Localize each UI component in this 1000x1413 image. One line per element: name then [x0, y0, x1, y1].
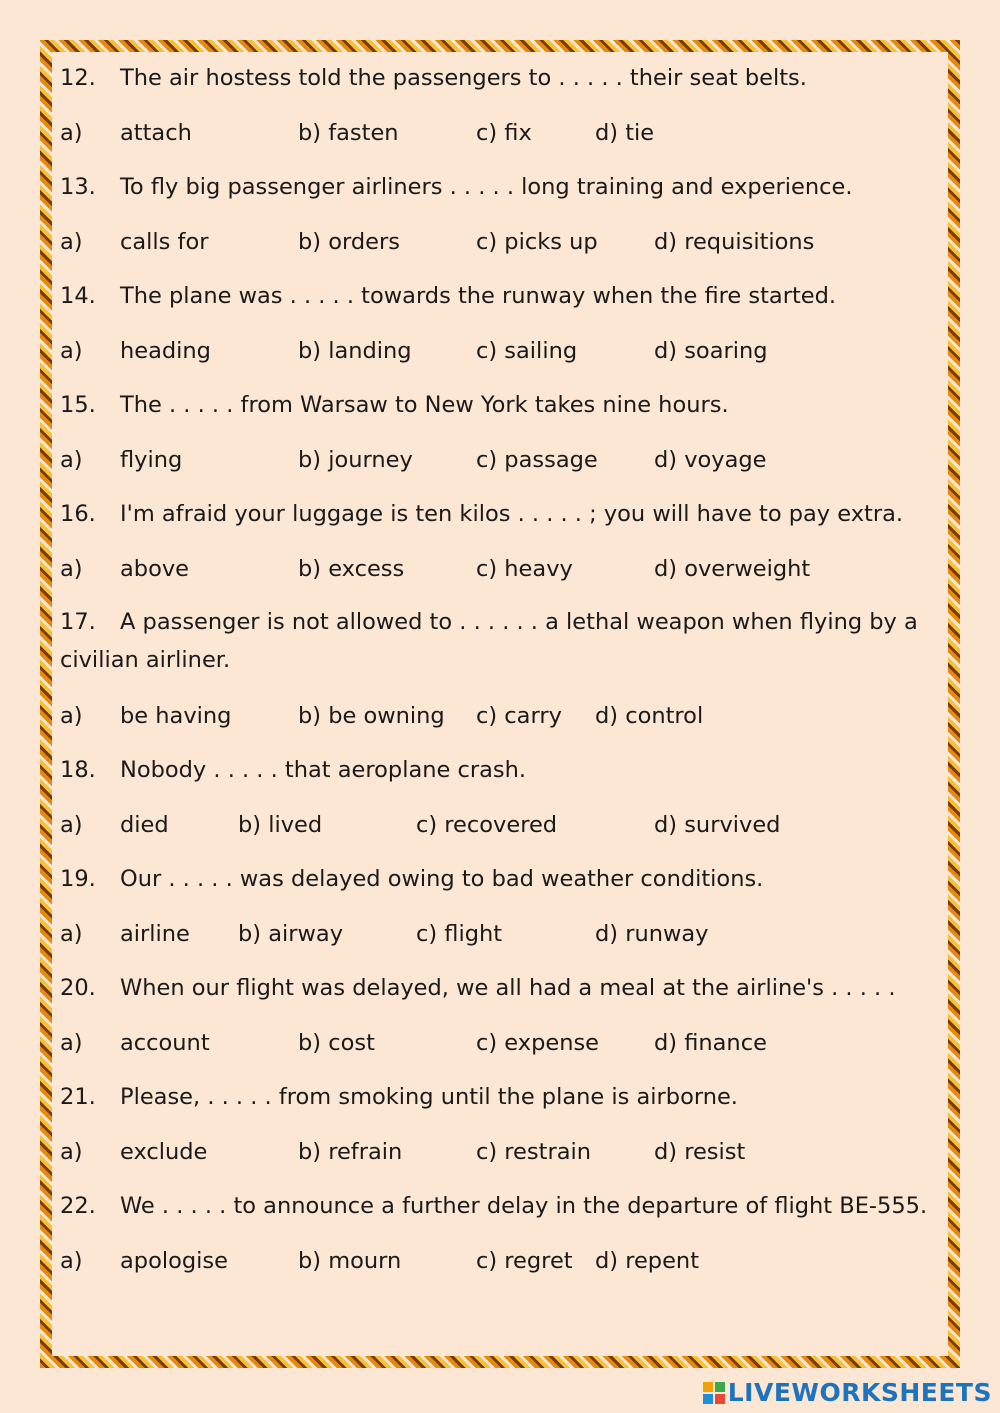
option-c[interactable]: c) recovered [416, 811, 558, 838]
option-d[interactable]: d) overweight [654, 555, 811, 582]
option-b[interactable]: b) fasten [298, 119, 399, 146]
question-19 [60, 859, 940, 914]
option-marker: a) [60, 811, 83, 838]
option-a[interactable]: flying [120, 446, 183, 473]
question-15 [60, 385, 940, 440]
options-13 [60, 222, 940, 277]
option-marker: a) [60, 702, 83, 729]
option-a[interactable]: heading [120, 337, 211, 364]
option-a[interactable]: airline [120, 920, 190, 947]
question-number: 18. [60, 757, 96, 783]
question-12 [60, 58, 940, 113]
option-c[interactable]: c) heavy [476, 555, 573, 582]
liveworksheets-logo[interactable] [703, 1378, 992, 1407]
question-number: 22. [60, 1193, 96, 1219]
option-b[interactable]: b) refrain [298, 1138, 403, 1165]
question-20 [60, 968, 940, 1023]
liveworksheets-logo-icon [703, 1382, 725, 1404]
option-a[interactable]: exclude [120, 1138, 208, 1165]
options-20 [60, 1023, 940, 1078]
option-c[interactable]: c) passage [476, 446, 598, 473]
options-18 [60, 805, 940, 860]
option-a[interactable]: apologise [120, 1247, 228, 1274]
question-text: Nobody . . . . . that aeroplane crash. [120, 757, 527, 783]
question-text: A passenger is not allowed to . . . . . . a lethal weapon when flying by a civilian airliner. [60, 609, 918, 673]
options-22 [60, 1241, 940, 1296]
option-c[interactable]: c) fix [476, 119, 532, 146]
option-a[interactable]: attach [120, 119, 192, 146]
question-text: We . . . . . to announce a further delay in the departure of flight BE-555. [120, 1193, 928, 1219]
option-d[interactable]: d) repent [595, 1247, 700, 1274]
option-marker: a) [60, 228, 83, 255]
option-b[interactable]: b) journey [298, 446, 413, 473]
options-17 [60, 696, 940, 751]
options-12 [60, 113, 940, 168]
option-marker: a) [60, 920, 83, 947]
question-number: 14. [60, 283, 96, 309]
option-c[interactable]: c) expense [476, 1029, 600, 1056]
option-a[interactable]: died [120, 811, 169, 838]
question-number: 19. [60, 866, 96, 892]
question-21 [60, 1077, 940, 1132]
question-text: The . . . . . from Warsaw to New York takes nine hours. [120, 392, 729, 418]
question-text: The air hostess told the passengers to . . . . . their seat belts. [120, 65, 807, 91]
option-b[interactable]: b) orders [298, 228, 400, 255]
option-b[interactable]: b) cost [298, 1029, 375, 1056]
option-d[interactable]: d) control [595, 702, 704, 729]
option-b[interactable]: b) airway [238, 920, 344, 947]
question-number: 16. [60, 501, 96, 527]
question-14 [60, 276, 940, 331]
option-b[interactable]: b) excess [298, 555, 405, 582]
option-a[interactable]: calls for [120, 228, 209, 255]
question-text: The plane was . . . . . towards the runway when the fire started. [120, 283, 837, 309]
question-number: 17. [60, 609, 96, 635]
option-marker: a) [60, 1029, 83, 1056]
option-b[interactable]: b) lived [238, 811, 323, 838]
options-14 [60, 331, 940, 386]
option-b[interactable]: b) landing [298, 337, 412, 364]
option-c[interactable]: c) sailing [476, 337, 578, 364]
option-marker: a) [60, 555, 83, 582]
option-d[interactable]: d) runway [595, 920, 709, 947]
option-marker: a) [60, 1138, 83, 1165]
options-16 [60, 549, 940, 604]
question-number: 20. [60, 975, 96, 1001]
option-d[interactable]: d) resist [654, 1138, 746, 1165]
option-a[interactable]: above [120, 555, 189, 582]
option-d[interactable]: d) requisitions [654, 228, 815, 255]
brand-text: LIVEWORKSHEETS [727, 1378, 992, 1407]
option-c[interactable]: c) restrain [476, 1138, 591, 1165]
option-a[interactable]: account [120, 1029, 210, 1056]
option-d[interactable]: d) tie [595, 119, 655, 146]
option-c[interactable]: c) regret [476, 1247, 573, 1274]
question-text: I'm afraid your luggage is ten kilos . . . . . ; you will have to pay extra. [120, 501, 904, 527]
option-d[interactable]: d) survived [654, 811, 781, 838]
question-number: 21. [60, 1084, 96, 1110]
question-16 [60, 494, 940, 549]
option-c[interactable]: c) flight [416, 920, 503, 947]
question-13 [60, 167, 940, 222]
options-19 [60, 914, 940, 969]
question-18 [60, 750, 940, 805]
option-d[interactable]: d) voyage [654, 446, 767, 473]
options-21 [60, 1132, 940, 1187]
option-b[interactable]: b) mourn [298, 1247, 402, 1274]
option-a[interactable]: be having [120, 702, 232, 729]
option-d[interactable]: d) finance [654, 1029, 767, 1056]
options-15 [60, 440, 940, 495]
question-text: Our . . . . . was delayed owing to bad weather conditions. [120, 866, 764, 892]
question-text: Please, . . . . . from smoking until the plane is airborne. [120, 1084, 738, 1110]
question-text: When our flight was delayed, we all had a meal at the airline's . . . . . [120, 975, 896, 1001]
worksheet [60, 58, 940, 1295]
option-c[interactable]: c) picks up [476, 228, 598, 255]
option-marker: a) [60, 337, 83, 364]
question-number: 12. [60, 65, 96, 91]
option-marker: a) [60, 446, 83, 473]
question-22 [60, 1186, 940, 1241]
option-d[interactable]: d) soaring [654, 337, 768, 364]
question-number: 15. [60, 392, 96, 418]
option-marker: a) [60, 119, 83, 146]
question-text: To fly big passenger airliners . . . . . long training and experience. [120, 174, 853, 200]
question-number: 13. [60, 174, 96, 200]
option-marker: a) [60, 1247, 83, 1274]
option-c[interactable]: c) carry [476, 702, 562, 729]
question-17 [60, 603, 940, 696]
option-b[interactable]: b) be owning [298, 702, 445, 729]
